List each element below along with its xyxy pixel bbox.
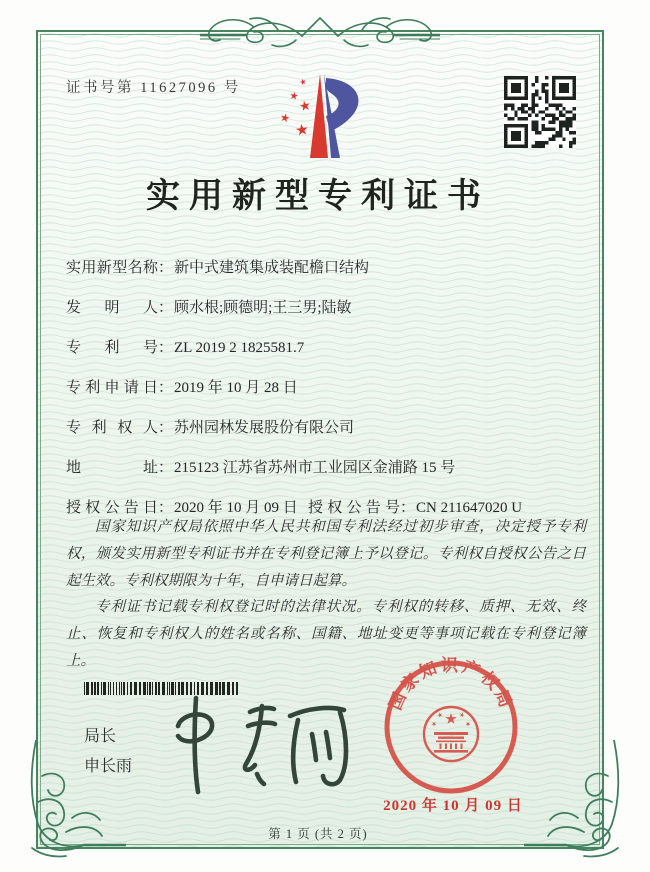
page-number: 第 1 页 (共 2 页) (268, 827, 368, 841)
legal-text (66, 514, 586, 675)
field-value: 顾水根;顾德明;王三男;陆敏 (174, 300, 352, 316)
cnipa-logo-icon (272, 70, 372, 164)
grant-date-pair: 授权公告日：2020 年 10 月 09 日 (66, 500, 298, 516)
field-label: 专利号 (66, 340, 158, 356)
national-emblem-seal-icon (378, 654, 524, 800)
field-row-patent-no: 专利号：ZL 2019 2 1825581.7 (66, 328, 590, 368)
handwritten-signature-icon (158, 690, 353, 795)
signer-title: 局长 (84, 728, 117, 745)
grant-number-value: CN 211647020 U (416, 500, 523, 516)
seal-date: 2020 年 10 月 09 日 (383, 798, 523, 814)
field-value: 215123 江苏省苏州市工业园区金浦路 15 号 (174, 460, 456, 476)
field-row-filing-date: 专利申请日：2019 年 10 月 28 日 (66, 368, 590, 408)
grant-number-pair: 授权公告号：CN 211647020 U (308, 500, 523, 516)
field-list (66, 248, 590, 528)
field-row-name: 实用新型名称：新中式建筑集成装配檐口结构 (66, 248, 590, 288)
signer-block (84, 722, 132, 782)
field-value: 新中式建筑集成装配檐口结构 (174, 260, 370, 276)
certificate-number: 证书号第 11627096 号 (66, 80, 241, 96)
qr-code-icon (504, 76, 576, 148)
seal-text: 国家知识产权局 (385, 656, 517, 713)
field-row-address: 地址：215123 江苏省苏州市工业园区金浦路 15 号 (66, 448, 590, 488)
field-label: 专利申请日 (66, 380, 158, 396)
field-label: 发明人 (66, 300, 158, 316)
signer-name: 申长雨 (84, 758, 133, 775)
certificate-title: 实用新型专利证书 (146, 178, 490, 215)
field-value: 2019 年 10 月 28 日 (174, 380, 298, 396)
field-label: 实用新型名称 (66, 260, 158, 276)
legal-paragraph-1: 国家知识产权局依照中华人民共和国专利法经过初步审查，决定授予专利权，颁发实用新型专利证书并在专利登记簿上予以登记。专利权自授权公告之日起生效。专利权期限为十年，自申请日起算。 (66, 519, 586, 589)
legal-paragraph-2: 专利证书记载专利权登记时的法律状况。专利权的转移、质押、无效、终止、恢复和专利权人的姓名或名称、国籍、地址变更等事项记载在专利登记簿上。 (66, 599, 586, 670)
field-value: ZL 2019 2 1825581.7 (174, 340, 305, 356)
svg-text:国家知识产权局 (386, 656, 517, 713)
grant-date-value: 2020 年 10 月 09 日 (174, 500, 298, 516)
field-row-patentee: 专利权人：苏州园林发展股份有限公司 (66, 408, 590, 448)
field-label: 专利权人 (66, 420, 158, 436)
field-row-inventor: 发明人：顾水根;顾德明;王三男;陆敏 (66, 288, 590, 328)
field-label: 地址 (66, 460, 158, 476)
field-value: 苏州园林发展股份有限公司 (174, 420, 355, 436)
